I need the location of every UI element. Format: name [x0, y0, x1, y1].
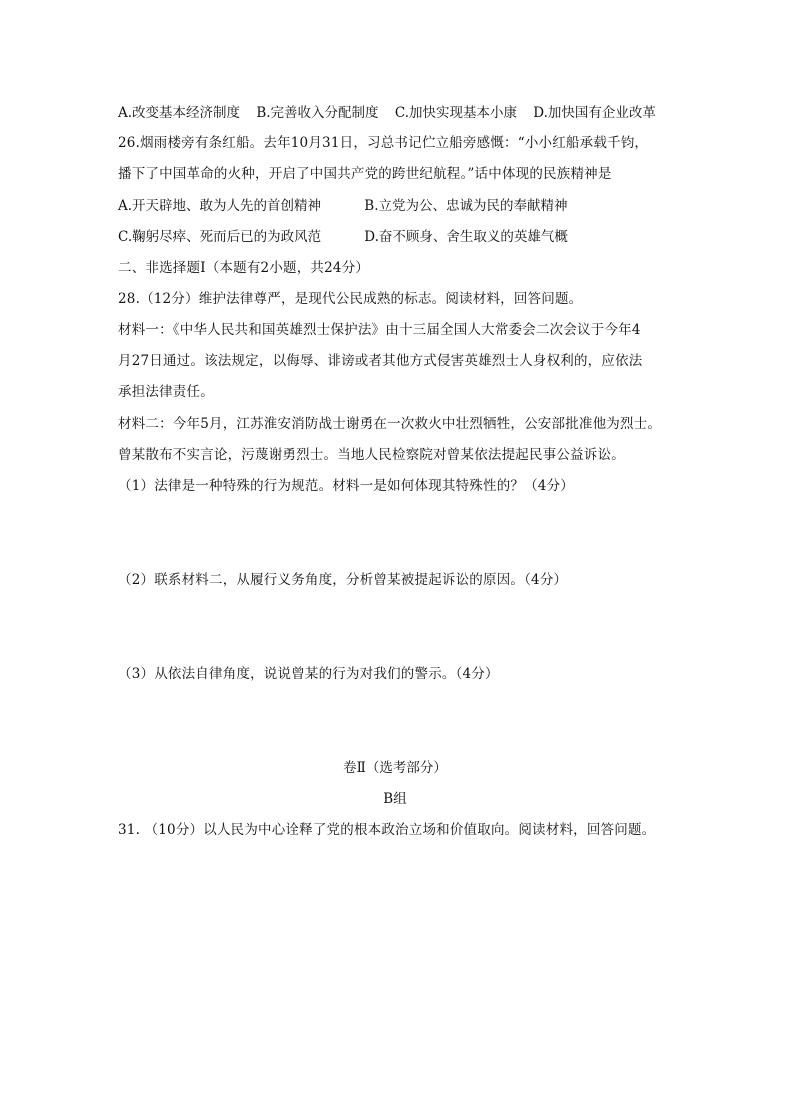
q28-material2-line1: 材料二：今年5月，江苏淮安消防战士谢勇在一次救火中壮烈牺牲，公安部批准他为烈士。: [118, 416, 662, 432]
q28-stem: 28.（12分）维护法律尊严，是现代公民成熟的标志。阅读材料，回答问题。: [118, 291, 583, 307]
q28-material1-line1: 材料一：《中华人民共和国英雄烈士保护法》由十三届全国人大常委会二次会议于今年4: [118, 322, 641, 338]
group-b-label: B组: [383, 791, 407, 807]
volume2-title: 卷Ⅱ（选考部分）: [343, 760, 447, 776]
q26-option-d: D.奋不顾身、舍生取义的英雄气概: [364, 229, 568, 245]
q28-material1-line2: 月27日通过。该法规定，以侮辱、诽谤或者其他方式侵害英雄烈士人身权利的，应依法: [118, 353, 643, 369]
q28-sub2: （2）联系材料二，从履行义务角度，分析曾某被提起诉讼的原因。（4分）: [118, 572, 568, 588]
q31-stem: 31. （10分）以人民为中心诠释了党的根本政治立场和价值取向。阅读材料，回答问题。: [118, 822, 656, 838]
q25-option-a: A.改变基本经济制度: [118, 105, 241, 121]
q26-option-a: A.开天辟地、敢为人先的首创精神: [118, 198, 322, 214]
q28-material1-line3: 承担法律责任。: [118, 384, 214, 400]
q25-option-c: C.加快实现基本小康: [394, 105, 517, 121]
q28-sub1: （1）法律是一种特殊的行为规范。材料一是如何体现其特殊性的？（4分）: [118, 478, 574, 494]
q26-stem-line1: 26.烟雨楼旁有条红船。去年10月31日，习总书记伫立船旁感慨：“小小红船承载千钧，: [118, 135, 649, 151]
q25-option-d: D.加快国有企业改革: [533, 105, 656, 121]
q25-options-row: [118, 103, 668, 123]
q26-option-b: B.立党为公、忠诚为民的奉献精神: [364, 198, 568, 214]
section2-heading: 二、非选择题Ⅰ（本题有2小题，共24分）: [118, 260, 370, 276]
q26-options-row1: [118, 196, 568, 216]
q28-sub3: （3）从依法自律角度，说说曾某的行为对我们的警示。（4分）: [118, 666, 499, 682]
q28-material2-line2: 曾某散布不实言论，污蔑谢勇烈士。当地人民检察院对曾某依法提起民事公益诉讼。: [118, 447, 625, 463]
q25-option-b: B.完善收入分配制度: [256, 105, 379, 121]
q26-option-c: C.鞠躬尽瘁、死而后已的为政风范: [118, 229, 322, 245]
q26-options-row2: [118, 227, 568, 247]
q26-stem-line2: 播下了中国革命的火种，开启了中国共产党的跨世纪航程。”话中体现的民族精神是: [118, 166, 612, 182]
